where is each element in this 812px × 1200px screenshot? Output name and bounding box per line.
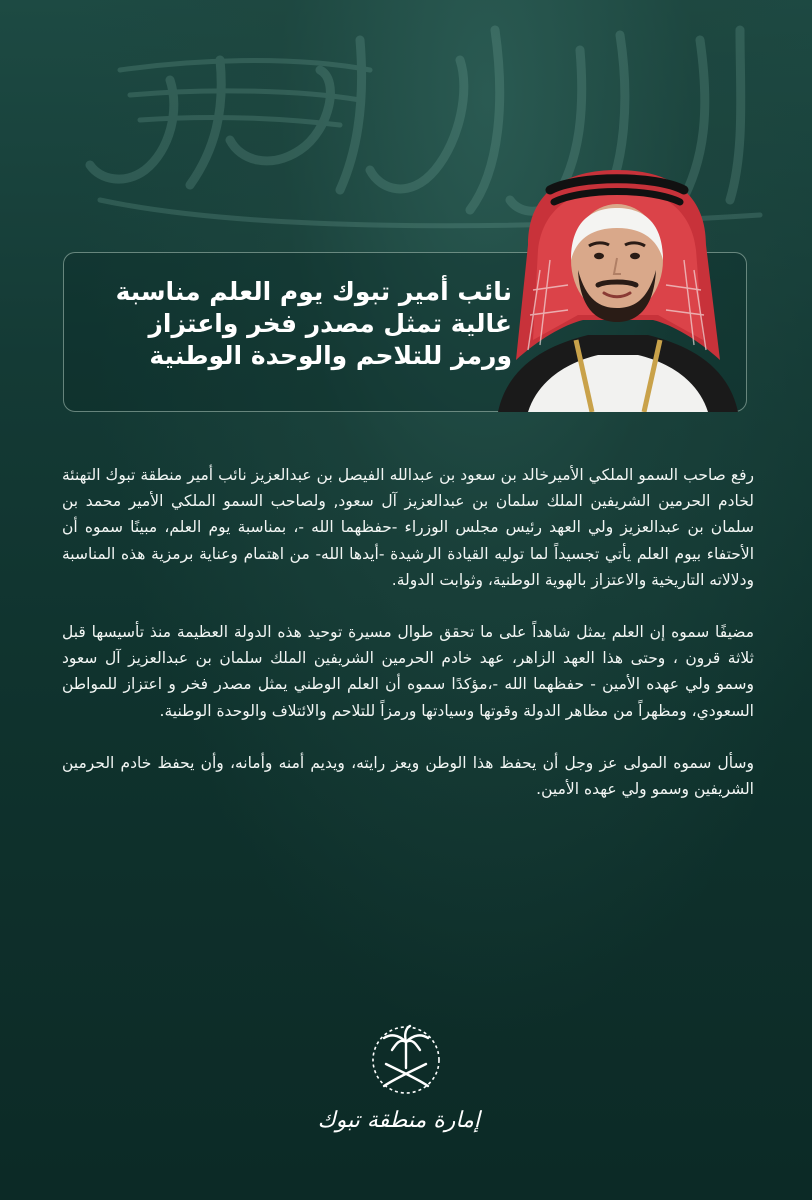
saudi-emblem-icon (370, 1020, 442, 1100)
headline-line-1: نائب أمير تبوك يوم العلم مناسبة (115, 277, 512, 306)
article-paragraph-1: رفع صاحب السمو الملكي الأميرخالد بن سعود بن عبدالله الفيصل بن عبدالعزيز نائب أمير منطقة تبوك التهنئة لخادم الحرمين الشريفين الملك سلمان بن عبدالعزيز آل سعود, ولصاحب السمو الملكي الأمير محمد بن سلمان بن عبدالعزيز ولي العهد رئيس مجلس الوزراء -حفظهما الله -، بمناسبة يوم العلم، مبينًا سموه أن الأحتفاء بيوم العلم يأتي تجسيداً لما توليه القيادة الرشيدة -أيدها الله- من اهتمام وعناية برمزية هذه المناسبة ودلالاته التاريخية والاعتزاز بالهوية الوطنية، وثوابت الدولة. (62, 466, 754, 589)
headline (92, 276, 512, 372)
article-body (62, 462, 754, 828)
article-paragraph-2: مضيفًا سموه إن العلم يمثل شاهداً على ما تحقق طوال مسيرة توحيد هذه الدولة العظيمة منذ تأسيسها قبل ثلاثة قرون ، وحتى هذا العهد الزاهر، عهد خادم الحرمين الشريفين الملك سلمان بن عبدالعزيز آل سعود وسمو ولي عهده الأمين - حفظهما الله -،مؤكدًا سموه أن العلم الوطني يمثل مصدر فخر و اعتزاز للمواطن السعودي، ومظهراً من مظاهر الدولة وقوتها وسيادتها ورمزاً للتلاحم والائتلاف والوحدة الوطنية. (62, 623, 754, 720)
headline-line-2: غالية تمثل مصدر فخر واعتزاز (148, 309, 512, 338)
headline-line-3: ورمز للتلاحم والوحدة الوطنية (149, 341, 512, 370)
footer-branding (317, 1020, 480, 1150)
organization-name: إمارة منطقة تبوك (317, 1108, 480, 1133)
portrait-photo (488, 150, 746, 412)
article-paragraph-3: وسأل سموه المولى عز وجل أن يحفظ هذا الوطن ويعز رايته، ويديم أمنه وأمانه، وأن يحفظ خادم الحرمين الشريفين وسمو ولي عهده الأمين. (62, 753, 754, 799)
